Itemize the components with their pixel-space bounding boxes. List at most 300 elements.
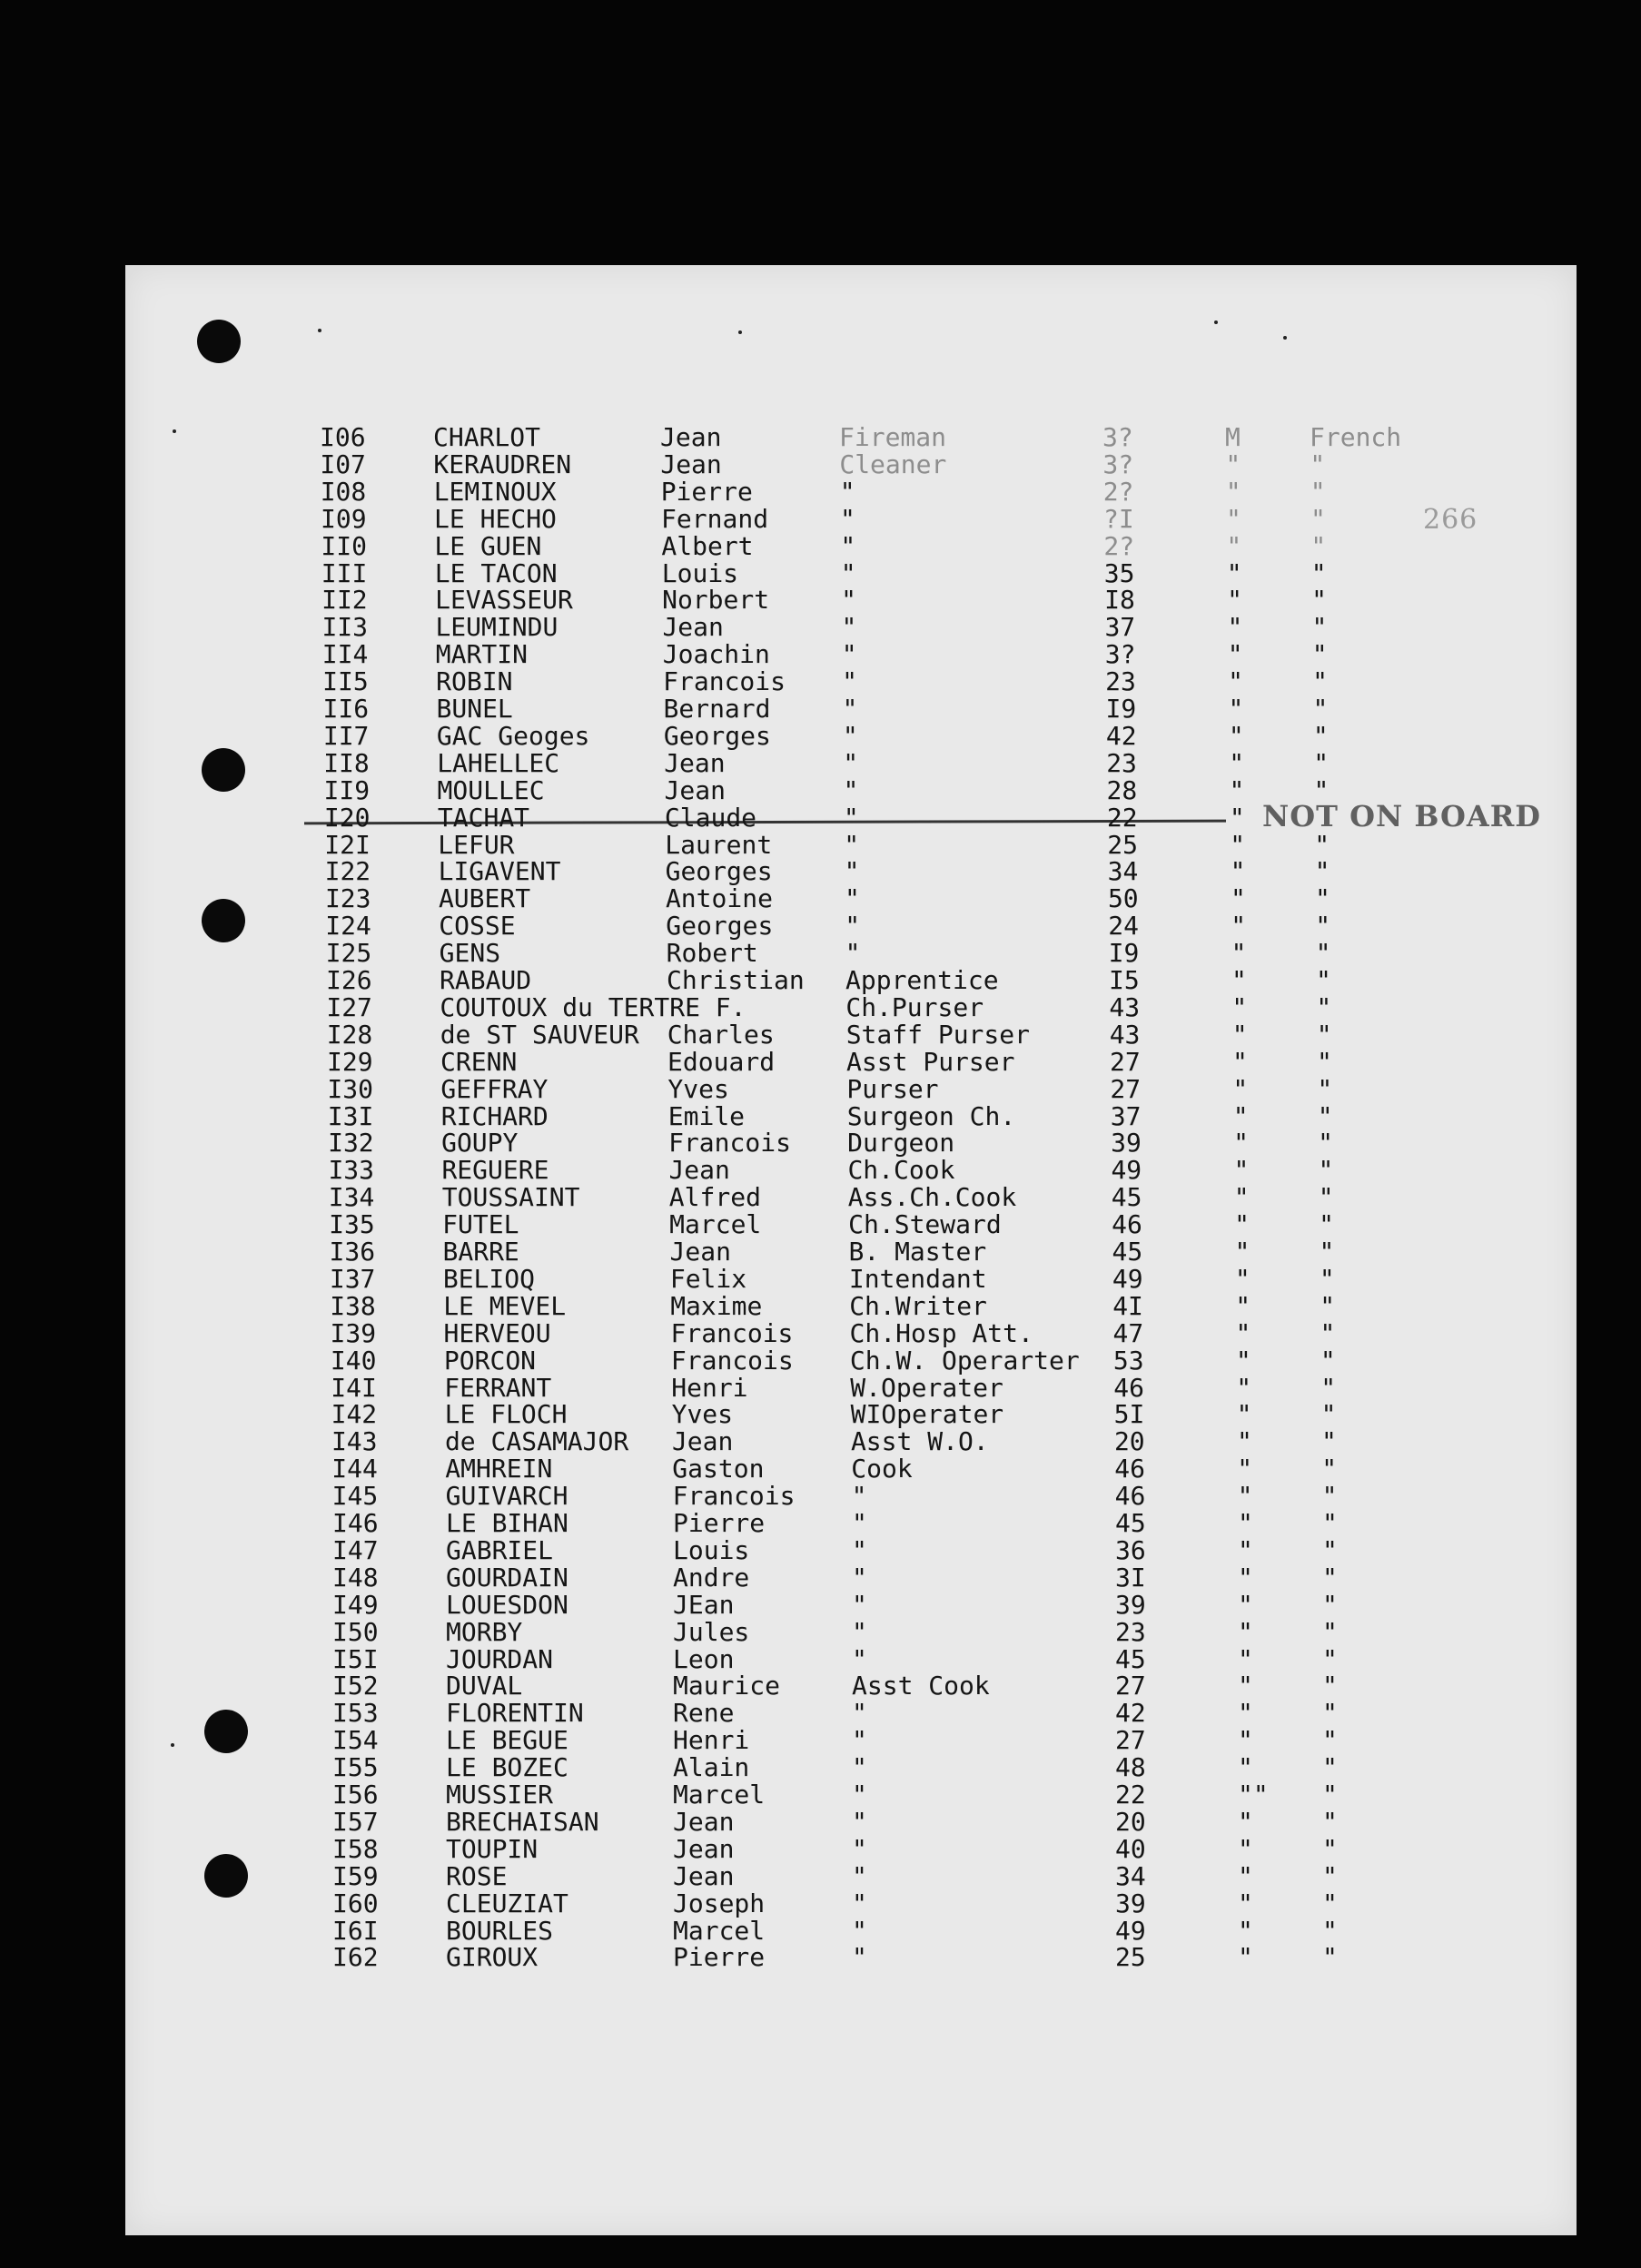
crew-number: II9 <box>323 774 371 805</box>
surname: MARTIN <box>435 639 528 670</box>
age: 36 <box>1115 1534 1146 1565</box>
given-name: Albert <box>661 530 754 561</box>
given-name: Georges <box>665 856 773 887</box>
sex: " <box>1229 802 1245 833</box>
age: 3? <box>1102 449 1134 479</box>
rank: Apprentice <box>845 965 999 995</box>
crew-number: I28 <box>326 1019 373 1050</box>
table-row <box>329 1184 1641 1211</box>
sex: " <box>1235 1317 1251 1348</box>
table-row <box>332 1483 1641 1510</box>
sex: " <box>1229 747 1245 778</box>
nationality: " <box>1314 856 1330 887</box>
sex: " <box>1226 503 1241 534</box>
table-row <box>320 424 1641 451</box>
rank: Ch.Writer <box>849 1290 987 1321</box>
table-row <box>321 478 1641 506</box>
nationality: " <box>1313 747 1330 778</box>
table-row <box>325 912 1641 940</box>
table-row <box>332 1616 1641 1647</box>
sex: " <box>1231 1019 1248 1050</box>
age: 22 <box>1115 1780 1146 1809</box>
rank: " <box>852 1643 867 1674</box>
sex: M <box>1225 422 1241 452</box>
given-name: Yves <box>667 1073 729 1104</box>
given-name: Jean <box>664 774 726 805</box>
surname: GENS <box>439 938 501 969</box>
table-row <box>327 1100 1641 1131</box>
sex: " <box>1238 1616 1253 1647</box>
rank: " <box>842 720 858 751</box>
sex: " <box>1238 1643 1253 1674</box>
given-name: Marcel <box>673 1780 766 1809</box>
crew-number: I30 <box>327 1073 373 1104</box>
nationality: " <box>1320 1290 1336 1321</box>
crew-number: III <box>321 557 368 588</box>
sex: "" <box>1238 1780 1269 1809</box>
sex: " <box>1233 1128 1249 1159</box>
ink-speck <box>738 330 742 334</box>
table-row <box>325 858 1641 885</box>
given-name: Charles <box>667 1019 775 1050</box>
crew-number: I5I <box>332 1643 379 1674</box>
given-name: Pierre <box>660 476 753 507</box>
surname: GUIVARCH <box>445 1481 568 1512</box>
age: 46 <box>1114 1454 1146 1484</box>
age: 39 <box>1111 1128 1142 1159</box>
punch-hole <box>204 1854 248 1898</box>
age: 3I <box>1115 1562 1146 1593</box>
nationality: " <box>1318 1155 1334 1186</box>
given-name: Laurent <box>665 829 773 860</box>
given-name: Maxime <box>670 1290 763 1321</box>
crew-number: I46 <box>332 1508 379 1538</box>
rank: Ch.Hosp Att. <box>849 1317 1033 1348</box>
nationality: " <box>1321 1454 1338 1484</box>
crew-number: II6 <box>322 694 370 724</box>
crew-number: I26 <box>326 965 372 995</box>
age: 49 <box>1111 1155 1142 1186</box>
crew-number: I43 <box>331 1426 378 1457</box>
rank: " <box>841 585 856 616</box>
crew-number: I6I <box>332 1915 379 1946</box>
nationality: " <box>1322 1725 1338 1756</box>
table-row <box>332 1860 1641 1891</box>
crew-number: I33 <box>328 1155 375 1186</box>
age: 27 <box>1115 1671 1146 1701</box>
sex: " <box>1238 1534 1253 1565</box>
surname: BARRE <box>442 1237 519 1267</box>
age: 43 <box>1109 991 1141 1022</box>
table-row <box>332 1672 1641 1700</box>
rank: " <box>845 938 861 969</box>
rank: " <box>842 694 858 724</box>
sex: " <box>1228 666 1243 697</box>
sex: " <box>1227 639 1243 670</box>
given-name: Bernard <box>663 694 771 724</box>
crew-number: I24 <box>325 911 371 942</box>
table-row <box>321 503 1641 534</box>
age: 2? <box>1103 530 1135 561</box>
nationality: " <box>1322 1780 1338 1809</box>
surname: GABRIEL <box>446 1534 554 1565</box>
given-name: Georges <box>663 720 771 751</box>
surname: LIGAVENT <box>438 856 561 887</box>
rank: W.Operater <box>850 1372 1003 1403</box>
table-row <box>332 1700 1641 1727</box>
table-row <box>324 804 1641 832</box>
crew-number: I39 <box>330 1317 377 1348</box>
rank: " <box>851 1481 867 1512</box>
rank: " <box>840 557 856 588</box>
age: I9 <box>1105 694 1137 724</box>
table-row <box>332 1890 1641 1918</box>
given-name: Alain <box>673 1752 750 1783</box>
nationality: " <box>1320 1317 1336 1348</box>
ink-speck <box>1283 336 1287 340</box>
crew-number: I29 <box>327 1046 373 1077</box>
given-name: Christian <box>667 965 805 995</box>
crew-number: I25 <box>325 938 372 969</box>
nationality: " <box>1318 1182 1334 1213</box>
nationality: " <box>1317 1073 1333 1104</box>
nationality: " <box>1319 1237 1335 1267</box>
age: 37 <box>1104 612 1136 643</box>
table-row <box>323 774 1641 805</box>
given-name: Marcel <box>669 1209 762 1240</box>
nationality: " <box>1320 1399 1337 1430</box>
nationality: " <box>1322 1752 1338 1783</box>
age: I9 <box>1108 938 1140 969</box>
sex: " <box>1227 612 1243 643</box>
crew-number: I4I <box>331 1372 377 1403</box>
surname: AUBERT <box>438 883 531 914</box>
surname: GOUPY <box>441 1128 519 1159</box>
table-row <box>327 1021 1641 1049</box>
rank: Asst Cook <box>852 1671 990 1701</box>
table-row <box>320 451 1641 478</box>
table-row <box>332 1944 1641 1971</box>
sex: " <box>1232 1100 1249 1131</box>
punch-hole <box>202 748 245 792</box>
given-name: Francois <box>670 1345 794 1376</box>
crew-number: I48 <box>332 1562 379 1593</box>
crew-number: I52 <box>332 1671 379 1701</box>
rank: " <box>840 530 856 561</box>
nationality: " <box>1311 639 1328 670</box>
nationality: " <box>1322 1915 1338 1946</box>
table-row <box>332 1534 1641 1565</box>
rank: " <box>844 829 860 860</box>
rank: Ch.Purser <box>845 991 984 1022</box>
rank: Ch.Cook <box>847 1155 955 1186</box>
nationality: " <box>1315 938 1331 969</box>
age: 39 <box>1115 1589 1146 1620</box>
sex: " <box>1233 1182 1250 1213</box>
sex: " <box>1235 1345 1251 1376</box>
sex: " <box>1232 1046 1248 1077</box>
nationality: " <box>1322 1534 1338 1565</box>
punch-hole <box>197 320 241 363</box>
surname: REGUERE <box>441 1155 549 1186</box>
sex: " <box>1225 476 1241 507</box>
rank: B. Master <box>848 1237 987 1267</box>
given-name: Jean <box>660 422 722 452</box>
given-name: Andre <box>673 1562 750 1593</box>
sex: " <box>1227 585 1242 616</box>
crew-number: I35 <box>329 1209 375 1240</box>
sex: " <box>1238 1508 1253 1538</box>
age: 42 <box>1105 720 1137 751</box>
age: 48 <box>1115 1752 1146 1783</box>
age: 50 <box>1107 883 1139 914</box>
table-row <box>322 720 1641 751</box>
crew-number: I07 <box>320 449 366 479</box>
given-name: Francois <box>670 1317 794 1348</box>
rank: Asst Purser <box>846 1046 1015 1077</box>
given-name: JEan <box>673 1589 735 1620</box>
age: 27 <box>1110 1073 1142 1104</box>
table-row <box>332 1781 1641 1809</box>
table-row <box>332 1727 1641 1754</box>
sex: " <box>1238 1860 1253 1891</box>
surname: MUSSIER <box>446 1780 554 1809</box>
sex: " <box>1225 449 1241 479</box>
surname: LEMINOUX <box>433 476 557 507</box>
given-name: Emile <box>667 1100 746 1131</box>
age: 5I <box>1113 1399 1145 1430</box>
crew-number: I32 <box>328 1128 374 1159</box>
given-name: Louis <box>673 1534 750 1565</box>
surname: CHARLOT <box>433 422 541 452</box>
crew-number: I42 <box>331 1399 378 1430</box>
surname: MORBY <box>446 1616 523 1647</box>
nationality: " <box>1320 1372 1337 1403</box>
given-name: Louis <box>661 557 739 588</box>
page-number: 266 <box>1423 504 1478 536</box>
table-row <box>332 1915 1641 1946</box>
crew-number: I57 <box>332 1806 379 1837</box>
crew-number: II5 <box>322 666 369 697</box>
age: 35 <box>1103 557 1135 588</box>
nationality: " <box>1313 774 1330 805</box>
age: 45 <box>1112 1237 1143 1267</box>
surname: LEVASSEUR <box>435 585 573 616</box>
given-name: Antoine <box>665 883 773 914</box>
surname: de ST SAUVEUR <box>440 1019 639 1050</box>
surname: FERRANT <box>444 1372 552 1403</box>
given-name: Georges <box>666 911 774 942</box>
sex: " <box>1236 1399 1252 1430</box>
sex: " <box>1238 1806 1253 1837</box>
surname: LE BIHAN <box>446 1508 568 1538</box>
crew-number: II2 <box>321 585 368 616</box>
age: 45 <box>1115 1508 1146 1538</box>
sex: " <box>1238 1671 1253 1701</box>
punch-hole <box>204 1710 248 1753</box>
age: 47 <box>1112 1317 1144 1348</box>
surname: LEUMINDU <box>435 612 559 643</box>
surname: GEFFRAY <box>440 1073 549 1104</box>
table-row <box>330 1290 1641 1321</box>
crew-number: I20 <box>323 802 371 833</box>
crew-number: I38 <box>330 1290 376 1321</box>
surname: ROBIN <box>436 666 513 697</box>
rank: Cook <box>851 1454 913 1484</box>
nationality: " <box>1315 911 1331 942</box>
age: 49 <box>1115 1915 1146 1946</box>
surname: GIROUX <box>446 1942 539 1973</box>
crew-number: I53 <box>332 1698 379 1729</box>
ink-speck <box>171 1743 174 1747</box>
crew-number: I34 <box>328 1182 375 1213</box>
crew-number: I49 <box>332 1589 379 1620</box>
surname: TOUSSAINT <box>441 1182 580 1213</box>
crew-number: II4 <box>321 639 369 670</box>
crew-number: I62 <box>332 1942 379 1973</box>
nationality: " <box>1319 1209 1334 1240</box>
age: ?I <box>1103 503 1134 534</box>
surname: DUVAL <box>446 1671 523 1701</box>
sex: " <box>1228 720 1244 751</box>
nationality: " <box>1316 991 1332 1022</box>
table-row <box>322 668 1641 695</box>
crew-number: I23 <box>324 883 371 914</box>
table-row <box>323 695 1641 723</box>
nationality: " <box>1322 1698 1338 1729</box>
crew-number: II0 <box>321 530 367 561</box>
table-row <box>328 1129 1641 1157</box>
nationality: " <box>1321 1481 1338 1512</box>
sex: " <box>1229 774 1245 805</box>
rank: " <box>852 1562 867 1593</box>
not-on-board-stamp: NOT ON BOARD <box>1262 799 1542 833</box>
rank: " <box>844 856 860 887</box>
table-row <box>326 940 1641 967</box>
rank: " <box>852 1534 867 1565</box>
rank: " <box>841 639 857 670</box>
sex: " <box>1236 1426 1252 1457</box>
age: 34 <box>1115 1860 1146 1891</box>
table-row <box>323 747 1641 778</box>
age: 24 <box>1108 911 1140 942</box>
given-name: Joseph <box>673 1888 766 1918</box>
nationality: " <box>1317 1100 1333 1131</box>
rank: " <box>844 883 860 914</box>
nationality: " <box>1322 1942 1338 1973</box>
nationality: " <box>1318 1128 1333 1159</box>
given-name: Francois <box>663 666 786 697</box>
crew-number: I3I <box>327 1100 374 1131</box>
surname: COSSE <box>439 911 516 942</box>
crew-number: I22 <box>324 856 371 887</box>
given-name: Jules <box>673 1616 750 1647</box>
nationality: " <box>1312 720 1329 751</box>
table-row <box>330 1238 1641 1266</box>
rank: Ch.W. Operarter <box>849 1345 1080 1376</box>
age: 27 <box>1115 1725 1146 1756</box>
sex: " <box>1238 1562 1253 1593</box>
sex: " <box>1238 1888 1253 1918</box>
table-row <box>324 829 1641 860</box>
given-name: Fernand <box>661 503 769 534</box>
given-name: Jean <box>669 1237 731 1267</box>
sex: " <box>1231 911 1247 942</box>
nationality: " <box>1322 1888 1338 1918</box>
nationality: " <box>1314 883 1330 914</box>
crew-number: I55 <box>332 1752 379 1783</box>
surname: JOURDAN <box>446 1643 554 1674</box>
sex: " <box>1235 1290 1251 1321</box>
rank: " <box>841 612 857 643</box>
surname: HERVEOU <box>443 1317 551 1348</box>
age: 34 <box>1107 856 1139 887</box>
nationality: " <box>1322 1616 1338 1647</box>
age: 27 <box>1110 1046 1141 1077</box>
rank: " <box>852 1942 867 1973</box>
nationality: " <box>1322 1833 1338 1864</box>
crew-number: I59 <box>332 1860 379 1891</box>
surname: ROSE <box>446 1860 508 1891</box>
crew-number: I36 <box>329 1237 376 1267</box>
age: 46 <box>1114 1481 1146 1512</box>
nationality: " <box>1322 1671 1338 1701</box>
rank: Purser <box>846 1073 939 1104</box>
given-name: Jean <box>673 1806 735 1837</box>
rank: " <box>842 666 857 697</box>
crew-number: I50 <box>332 1616 379 1647</box>
surname: LE FLOCH <box>444 1399 568 1430</box>
rank: Intendant <box>848 1263 987 1294</box>
age: 22 <box>1106 802 1138 833</box>
table-row <box>329 1263 1641 1294</box>
rank: " <box>852 1888 867 1918</box>
age: 2? <box>1102 476 1134 507</box>
nationality: " <box>1320 1345 1336 1376</box>
surname: GOURDAIN <box>446 1562 568 1593</box>
nationality: " <box>1311 585 1327 616</box>
surname: LAHELLEC <box>437 747 560 778</box>
given-name: Pierre <box>673 1942 766 1973</box>
surname: LE BEGUE <box>446 1725 568 1756</box>
given-name: Francois <box>668 1128 791 1159</box>
surname: FUTEL <box>442 1209 519 1240</box>
nationality: " <box>1322 1643 1338 1674</box>
surname: RICHARD <box>440 1100 549 1131</box>
rank: " <box>840 503 855 534</box>
crew-number: I54 <box>332 1725 379 1756</box>
sex: " <box>1228 694 1244 724</box>
crew-number: II8 <box>323 747 370 778</box>
nationality: " <box>1312 694 1329 724</box>
nationality: " <box>1311 612 1328 643</box>
nationality: " <box>1322 1508 1338 1538</box>
rank: WIOperater <box>850 1399 1004 1430</box>
table-row <box>332 1589 1641 1620</box>
table-row <box>331 1372 1641 1403</box>
punch-hole <box>202 899 245 942</box>
surname: LEFUR <box>438 829 515 860</box>
crew-number: I37 <box>329 1263 376 1294</box>
sex: " <box>1238 1698 1253 1729</box>
nationality: " <box>1310 476 1326 507</box>
nationality: " <box>1310 503 1326 534</box>
rank: " <box>843 774 859 805</box>
table-row <box>326 991 1641 1022</box>
surname: KERAUDREN <box>433 449 572 479</box>
surname: CRENN <box>440 1046 518 1077</box>
surname: LE GUEN <box>434 530 542 561</box>
